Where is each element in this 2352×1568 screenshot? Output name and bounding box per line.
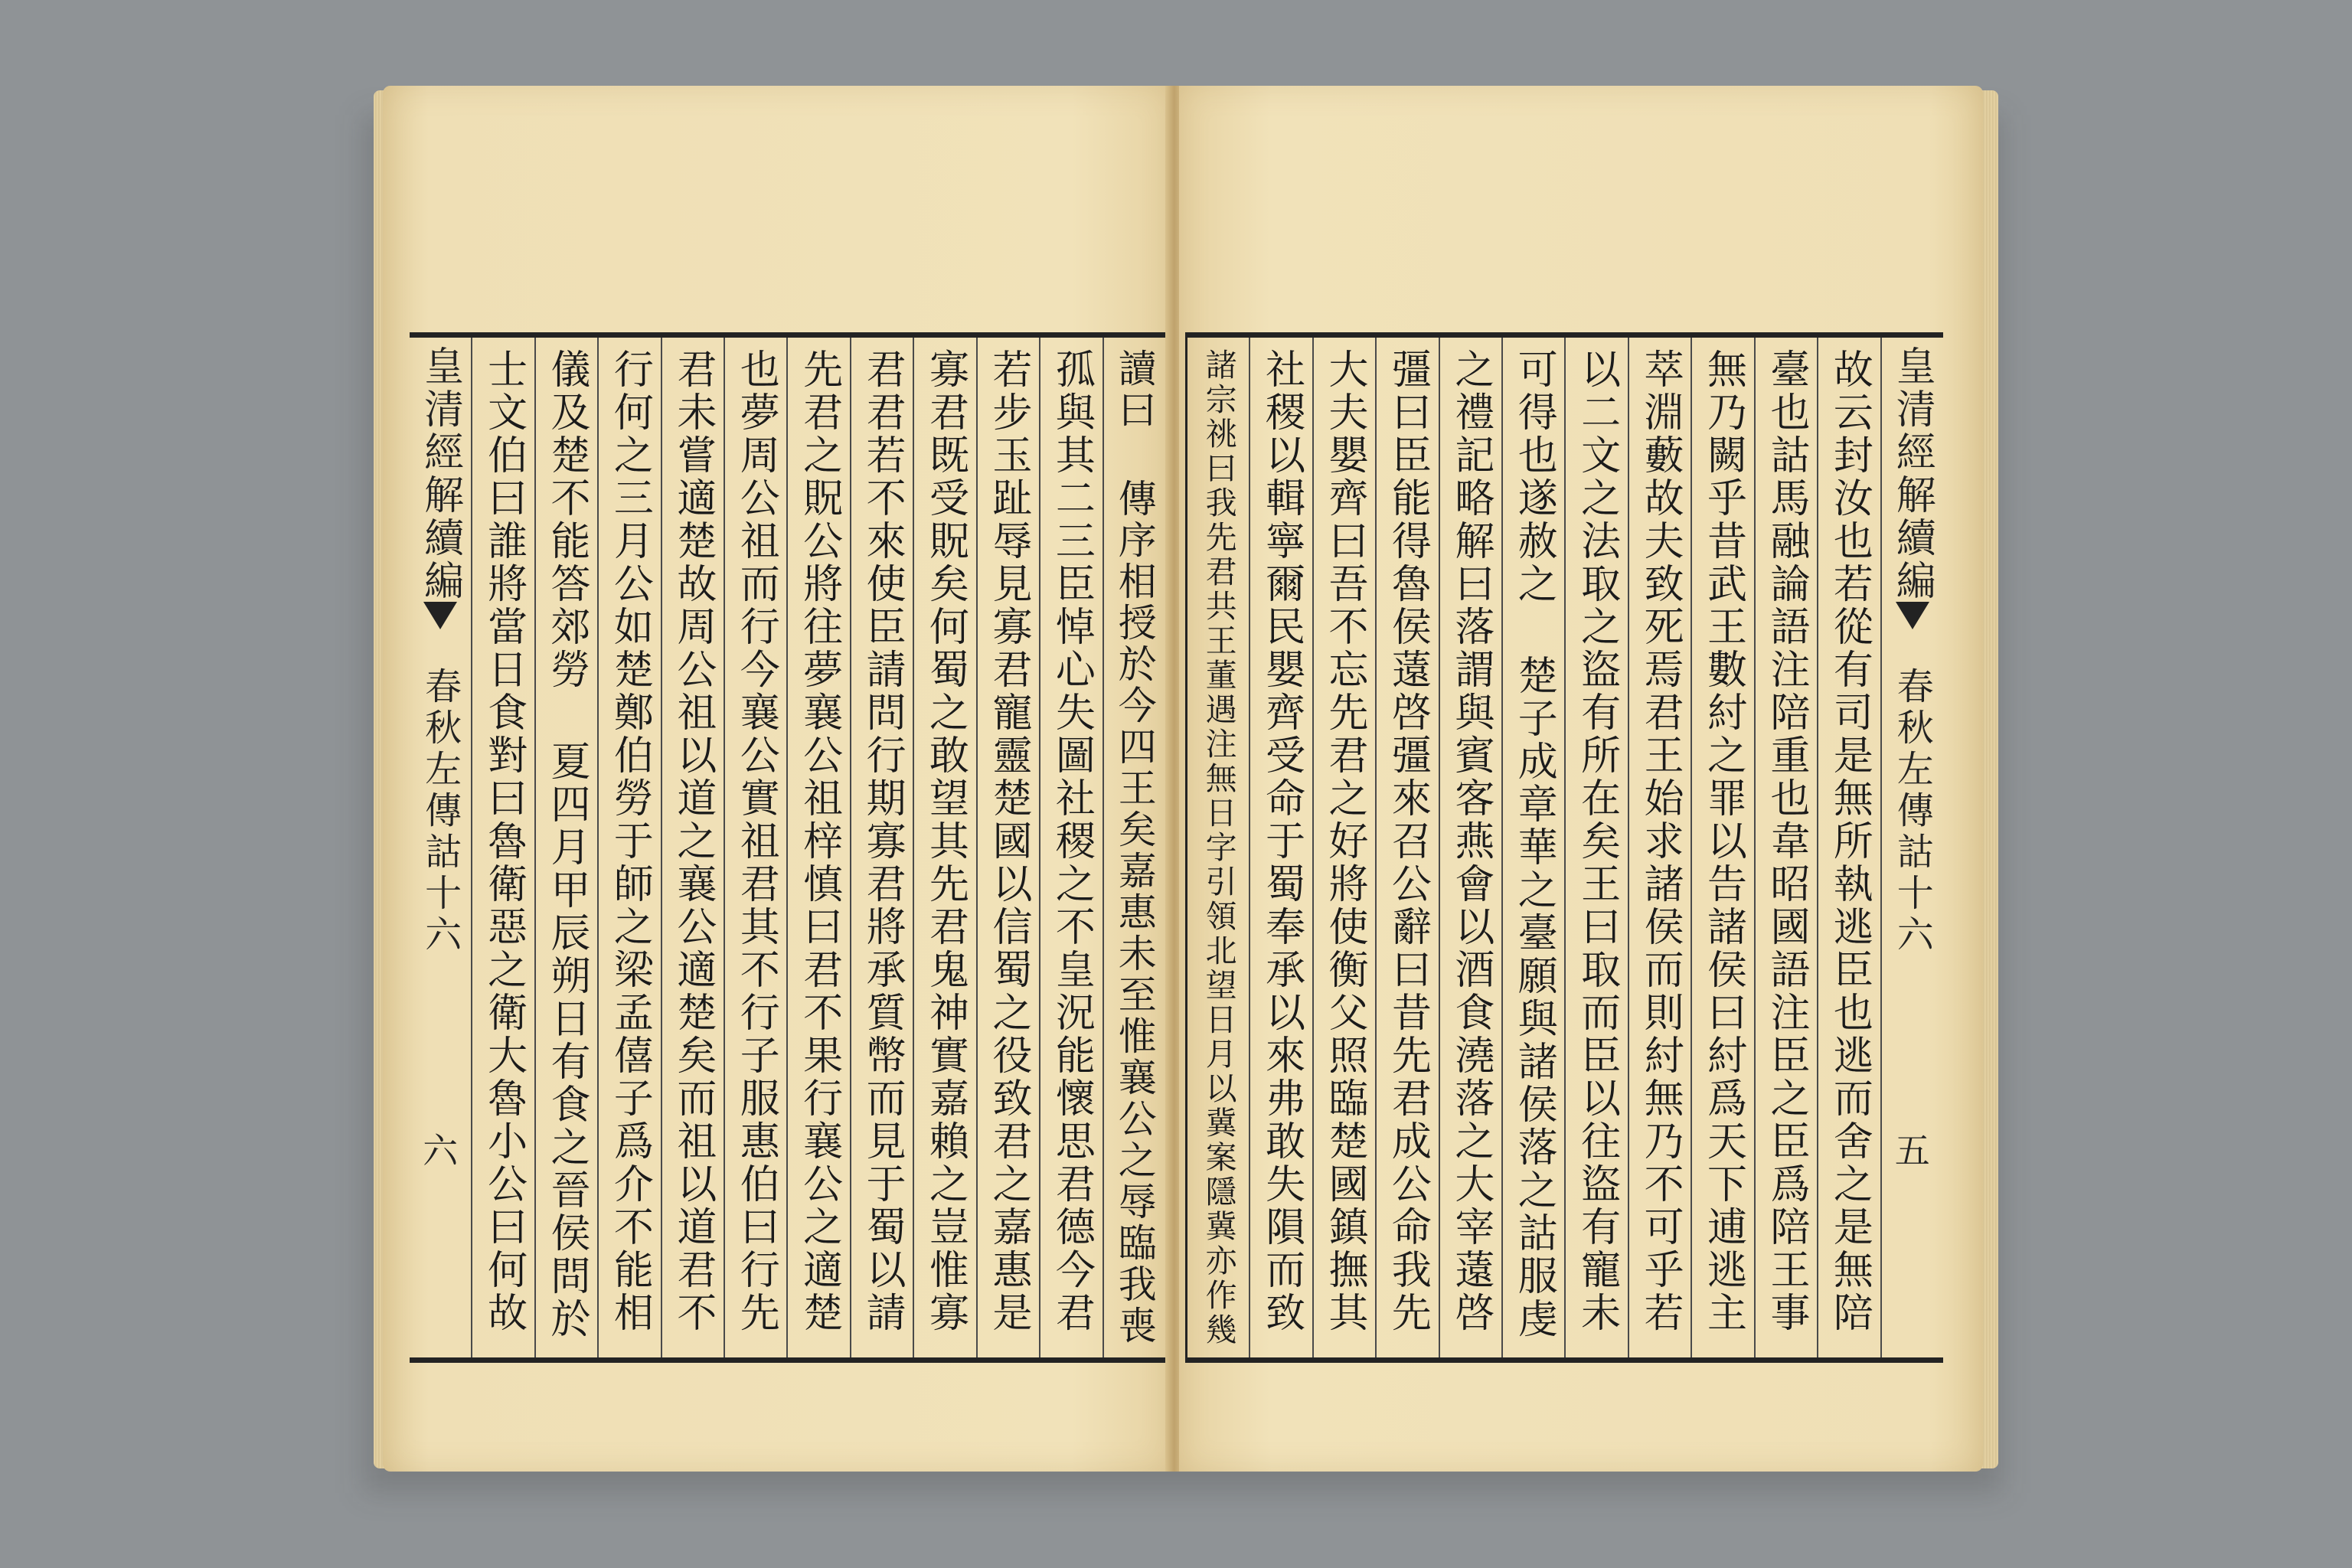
text-column xyxy=(724,338,786,1357)
column-text: 故云封汝也若從有司是無所執逃臣也逃而舍之是無陪 xyxy=(1826,348,1873,1334)
margin-chapter-title: 春秋左傳詁十六 xyxy=(418,667,462,956)
margin-column xyxy=(1880,338,1943,1357)
text-column xyxy=(1628,338,1690,1357)
column-text: 以二文之法取之盜有所在矣王曰取而臣以往盜有寵未 xyxy=(1573,348,1620,1334)
column-text: 讀曰 傳序相授於今四王矣嘉惠未至惟襄公之辱臨我喪 xyxy=(1112,348,1157,1347)
margin-book-title: 皇清經解續編 xyxy=(1889,345,1936,603)
margin-column xyxy=(410,338,471,1357)
text-column xyxy=(1817,338,1880,1357)
column-text: 行何之三月公如楚鄭伯勞于師之梁孟僖子爲介不能相 xyxy=(606,348,653,1334)
column-text: 諸宗祧曰我先君共王董遇注無日字引領北望日月以冀案隱冀亦作幾 xyxy=(1200,348,1237,1348)
text-column xyxy=(1501,338,1564,1357)
text-column xyxy=(1039,338,1102,1357)
text-column xyxy=(913,338,975,1357)
column-text: 臺也詁馬融論語注陪重也韋昭國語注臣之臣爲陪王事 xyxy=(1762,348,1809,1334)
column-text: 也夢周公祖而行今襄公實祖君其不行子服惠伯曰行先 xyxy=(733,348,779,1334)
column-text: 若步玉趾辱見寡君寵靈楚國以信蜀之役致君之嘉惠是 xyxy=(985,348,1031,1334)
column-text: 大夫嬰齊曰吾不忘先君之好將使衡父照臨楚國鎮撫其 xyxy=(1321,348,1367,1334)
column-text: 無乃闕乎昔武王數紂之罪以告諸侯曰紂爲天下逋逃主 xyxy=(1700,348,1746,1334)
margin-leaf-number: 六 xyxy=(423,1130,459,1171)
column-text: 君未嘗適楚故周公祖以道之襄公適楚矣而祖以道君不 xyxy=(669,348,716,1334)
text-column xyxy=(1375,338,1438,1357)
margin-chapter-title: 春秋左傳詁十六 xyxy=(1890,667,1934,956)
column-text: 社稷以輯寧爾民嬰齊受命于蜀奉承以來弗敢失隕而致 xyxy=(1258,348,1305,1334)
text-column xyxy=(1564,338,1627,1357)
margin-leaf-number: 五 xyxy=(1894,1130,1930,1171)
text-column xyxy=(661,338,724,1357)
column-text: 先君之貺公將往夢襄公祖梓慎曰君不果行襄公之適楚 xyxy=(795,348,842,1334)
column-text: 儀及楚不能答郊勞 夏四月甲辰朔日有食之晉侯問於 xyxy=(543,348,590,1341)
fish-tail-mark xyxy=(1896,602,1929,629)
right-column-grid xyxy=(1187,338,1943,1357)
text-column xyxy=(1690,338,1753,1357)
column-text: 之禮記略解曰落謂與賓客燕會以酒食澆落之大宰薳啓 xyxy=(1447,348,1494,1334)
column-text: 寡君既受貺矣何蜀之敢望其先君鬼神實嘉賴之豈惟寡 xyxy=(922,348,969,1334)
column-text: 孤與其二三臣悼心失圖社稷之不皇況能懷思君德今君 xyxy=(1048,348,1095,1334)
text-column xyxy=(1249,338,1312,1357)
column-text: 可得也遂赦之 楚子成章華之臺願與諸侯落之詁服虔 xyxy=(1511,348,1557,1341)
left-page xyxy=(383,86,1171,1472)
column-text: 士文伯曰誰將當日食對曰魯衛惡之衛大魯小公曰何故 xyxy=(480,348,527,1334)
text-column xyxy=(534,338,597,1357)
right-text-frame xyxy=(1185,332,1943,1363)
text-column xyxy=(1439,338,1501,1357)
text-column xyxy=(850,338,913,1357)
column-text: 彊曰臣能得魯侯薳啓彊來召公辭曰昔先君成公命我先 xyxy=(1384,348,1431,1334)
text-column xyxy=(1102,338,1165,1357)
left-column-grid xyxy=(410,338,1165,1357)
text-column xyxy=(1312,338,1375,1357)
text-column xyxy=(976,338,1039,1357)
left-text-frame xyxy=(410,332,1168,1363)
text-column xyxy=(471,338,534,1357)
margin-book-title: 皇清經解續編 xyxy=(416,345,463,603)
text-column xyxy=(1754,338,1817,1357)
text-column xyxy=(1187,338,1249,1357)
right-page xyxy=(1179,86,1983,1472)
column-text: 萃淵藪故夫致死焉君王始求諸侯而則紂無乃不可乎若 xyxy=(1637,348,1684,1334)
text-column xyxy=(597,338,660,1357)
column-text: 君君若不來使臣請問行期寡君將承質幣而見于蜀以請 xyxy=(859,348,906,1334)
text-column xyxy=(786,338,849,1357)
fish-tail-mark xyxy=(423,602,457,629)
